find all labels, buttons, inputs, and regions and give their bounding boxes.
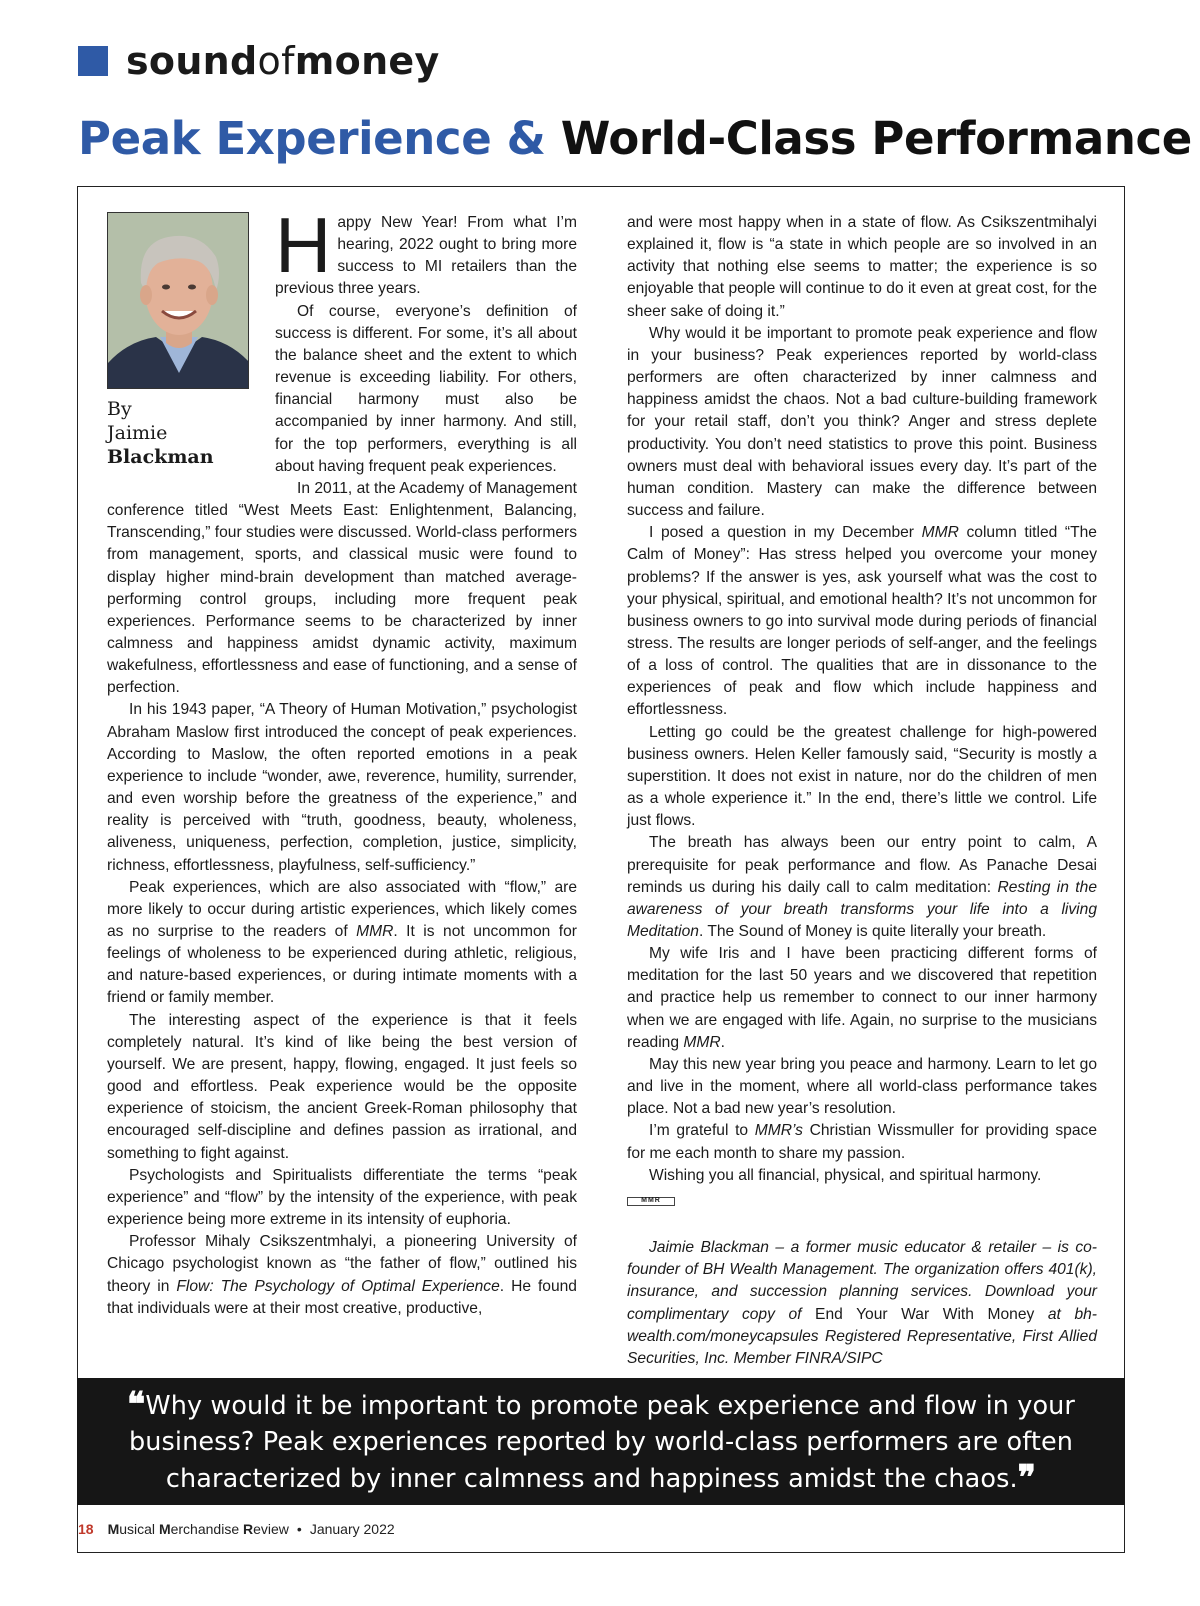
text-run-italic: MMR [356,923,394,940]
quote-close-icon: ❞ [1017,1457,1037,1498]
mag-word: usical [119,1521,159,1537]
magazine-name [108,1521,289,1537]
footer-separator: • [296,1521,302,1537]
section-title-sound: sound [126,39,258,83]
section-header [78,38,440,84]
mag-initial: M [107,1521,120,1537]
paragraph [627,943,1097,1054]
text-run: Peak experiences, which are also associated with “flow,” are more likely to occur during artistic experiences, which likely comes as no surprise to the readers of [107,878,577,940]
paragraph [627,522,1097,721]
author-portrait [107,212,249,389]
text-run: column titled “The Calm of Money”: Has stress helped you overcome your money problems? If the answer is yes, ask yourself what was the cost to your physical, spiritual, and emotional health? It’s not uncommon for business owners to go into survival mode during periods of financial stress. The results are longer periods of self-anger, and the feelings of a loss of control. The qualities that are in dissonance to the experiences of peak and flow which include happiness and effortlessness. [627,524,1097,719]
paragraph-intro-text: appy New Year! From what I’m hearing, 2022 ought to bring more success to MI retailers than the previous three years. [275,214,577,298]
text-run: Professor Mihaly Csikszentmhalyi, a pioneering University of Chicago psychologist known as “the father of flow,” outlined his theory in [107,1233,577,1295]
paragraph: and were most happy when in a state of flow. As Csikszentmihalyi explained it, flow is “a state in which people are so involved in an activity that nothing else seems to matter; the experience is so enjoyable that people will continue to do it even at great cost, for the sheer sake of doing it.” [627,214,1097,320]
pull-quote-text [121,1384,1081,1498]
byline-by: By [107,398,132,420]
byline-last-name: Blackman [107,446,214,468]
headline-blue-part: Peak Experience & [78,112,546,165]
section-title [126,39,440,83]
article-column-left [107,201,577,1320]
paragraph: May this new year bring you peace and harmony. Learn to let go and live in the moment, where all world-class performance takes place. Not a bad new year’s resolution. [627,1055,1097,1118]
paragraph [627,1120,1097,1164]
drop-cap: H [275,201,332,289]
mag-word: eview [253,1521,289,1537]
paragraph: The interesting aspect of the experience is that it feels completely natural. It’s kind of like being the best version of yourself. We are present, happy, flowing, engaged. It just feels so good and effortless. Peak experience would be the opposite experience of stoicism, the ancient Greek-Roman philosophy that encouraged self-discipline and defines passion as irrational, and something to fight against. [107,1011,577,1162]
author-box [107,212,265,484]
mag-word: erchandise [170,1521,243,1537]
text-run-italic: MMR [683,1033,721,1051]
text-run: Christian Wissmuller for providing space for me each month to share my passion. [627,1122,1097,1162]
text-run: Jaimie Blackman – a former music educator & retailer – is co-founder of BH Wealth Management. The organization offers 401(k), insurance, and succession planning services. Download your complimentary copy of [627,1239,1097,1323]
paragraph: Wishing you all financial, physical, and spiritual harmony. [649,1166,1042,1184]
blue-square-icon [78,46,108,76]
author-bio-text [627,1237,1097,1370]
text-run: . It is not uncommon for feelings of wholeness to be experienced during athletic, religious, and nature-based experiences, or during intimate moments with a friend or family member. [107,923,577,1007]
text-run: . [720,1033,725,1051]
text-run: . He found that individuals were at their most creative, productive, [107,1277,577,1317]
mmr-end-mark-icon: MMR [627,1197,675,1206]
text-run: I posed a question in my December [649,524,922,542]
issue-date: January 2022 [309,1521,395,1537]
text-run-italic: Resting in the awareness of your breath transforms your life into a living Meditation [627,878,1097,940]
article-column-right [627,212,1097,1370]
section-title-money: money [294,39,440,83]
page-number: 18 [78,1521,94,1537]
text-run-italic: MMR’s [754,1122,803,1140]
headline-black-part: World-Class Performance [560,112,1192,165]
page-footer [78,1521,395,1537]
paragraph: Why would it be important to promote peak experience and flow in your business? Peak experiences reported by world-class performers are often characterized by inner calmness and happiness amidst the chaos. Not a bad culture-building framework for your retail staff, don’t you think? Anger and stress deplete productivity. You don’t need statistics to prove this point. Business owners must deal with behavioral issues every day. It’s part of the human condition. Mastery can make the difference between success and failure. [627,324,1097,520]
author-bio [627,1237,1097,1370]
paragraph [107,1231,577,1320]
pull-quote-body: Why would it be important to promote peak experience and flow in your business? Peak experiences reported by world-class performers are often characterized by inner calmness and happiness amidst the chaos. [128,1390,1075,1494]
text-run-italic: MMR [921,524,959,542]
byline-first-name: Jaimie [107,422,168,444]
mag-initial: M [158,1521,171,1537]
text-run: . The Sound of Money is quite literally your breath. [698,923,1047,940]
text-run: The breath has always been our entry point to calm, A prerequisite for peak performance and flow. As Panache Desai reminds us during his daily call to calm meditation: [627,834,1097,896]
paragraph: Psychologists and Spiritualists differentiate the terms “peak experience” and “flow” by the intensity of the experience, with peak experience being more extreme in its intensity of euphoria. [107,1166,577,1229]
paragraph: In his 1943 paper, “A Theory of Human Motivation,” psychologist Abraham Maslow first introduced the concept of peak experiences. According to Maslow, the often reported emotions in a peak experience to include “wonder, awe, reverence, humility, surrender, and even worship before the greatness of the experience,” and reality is perceived with “truth, goodness, beauty, wholeness, aliveness, uniqueness, perfection, completion, justice, simplicity, richness, effortlessness, playfulness, self-sufficiency.” [107,701,577,874]
mag-initial: R [243,1521,254,1537]
text-run: My wife Iris and I have been practicing different forms of meditation for the last 50 years and we discovered that repetition and practice help us remember to connect to our inner harmony when we are engaged with life. Again, no surprise to the musicians reading [627,945,1097,1051]
text-run: I’m grateful to [649,1122,755,1140]
article-headline [78,112,1192,165]
pull-quote [77,1378,1125,1505]
section-title-of: of [257,39,295,83]
quote-open-icon: ❝ [127,1384,146,1425]
paragraph: Letting go could be the greatest challenge for high-powered business owners. Helen Keller famously said, “Security is mostly a superstition. It does not exist in nature, nor do the children of men as a whole experience it.” In the end, there’s little we control. Life just flows. [627,723,1097,830]
paragraph [107,877,577,1010]
text-run: at bh-wealth.com/moneycapsules Registered Representative, First Allied Securities, Inc. Member FINRA/SIPC [627,1305,1097,1367]
paragraph: Of course, everyone’s definition of success is different. For some, it’s all about the balance sheet and the extent to which revenue is exceeding liability. For others, financial harmony must also be accompanied by inner harmony. And still, for the top performers, everything is all about having frequent peak experiences. [275,302,577,475]
paragraph [627,832,1097,943]
author-portrait-svg [108,213,249,389]
paragraph: In 2011, at the Academy of Management conference titled “West Meets East: Enlightenment, Balancing, Transcending,” four studies were discussed. World-class performers from management, sports, and classical music were found to display higher mind-brain development than matched average-performing control groups, including more frequent peak experiences. Performance seems to be characterized by inner calmness and happiness amidst dynamic activity, maximum wakefulness, effortlessness and ease of functioning, and a sense of perfection. [107,479,577,697]
book-title: End Your War With Money [815,1305,1035,1323]
book-title: Flow: The Psychology of Optimal Experience [176,1277,500,1295]
author-byline [107,397,265,469]
